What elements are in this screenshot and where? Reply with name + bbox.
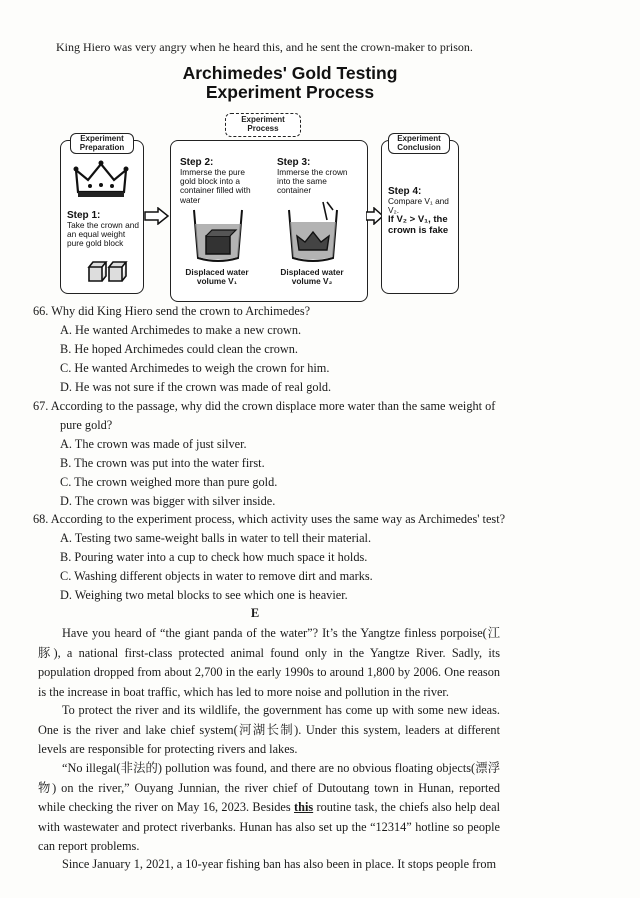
q66-option-b: B. He hoped Archimedes could clean the crown. <box>60 342 299 356</box>
passage-paragraph-2 <box>38 701 500 760</box>
passage-paragraph-4 <box>38 855 500 875</box>
figure-title-line2: Experiment Process <box>205 82 375 102</box>
conclusion-tag: Experiment Conclusion <box>388 133 450 154</box>
step4-text2: If V₂ > V₁, the crown is fake <box>388 214 449 236</box>
step2-title: Step 2: <box>180 157 214 168</box>
step3-text: Immerse the crown into the same container <box>277 167 348 196</box>
q67-option-a: A. The crown was made of just silver. <box>60 437 247 451</box>
paragraph-2-text: To protect the river and its wildlife, the government has come up with some new ideas. One is the river and lake chief system(河湖长制). Under this system, leaders at different levels are responsible for protecting rivers and lakes. <box>38 703 500 757</box>
paragraph-4-text: Since January 1, 2021, a 10-year fishing ban has also been in place. It stops people from <box>62 857 497 871</box>
q66-option-d: D. He was not sure if the crown was made of real gold. <box>60 380 332 394</box>
q67-option-c: C. The crown weighed more than pure gold. <box>60 475 278 489</box>
paragraph-1-text: Have you heard of “the giant panda of the water”? It’s the Yangtze finless porpoise(江豚), a national first-class protected animal found only in the Yangtze River. Sadly, its population dropped from about 2,700 in the early 1990s to around 1,800 by 2006. One reason is the increase in boat traffic, which has led to more noise and pollution in the river. <box>38 626 500 699</box>
q66-option-a: A. He wanted Archimedes to make a new crown. <box>60 323 302 337</box>
step4-title: Step 4: <box>388 186 422 197</box>
question-68-stem: 68. According to the experiment process, which activity uses the same way as Archimedes' test? <box>33 512 506 526</box>
displaced-volume-v2-caption: Displaced water volume V₂ <box>280 267 344 286</box>
passage-paragraph-1 <box>38 624 500 702</box>
beaker-crown-icon <box>283 200 345 264</box>
step1-text: Take the crown and an equal weight pure gold block <box>67 220 139 249</box>
question-67-stem-cont: pure gold? <box>60 418 113 432</box>
figure-title-line1: Archimedes' Gold Testing <box>182 63 398 83</box>
paragraph-3-text-a: “No illegal(非法的) pollution was found, and there are no obvious floating objects(漂浮物) on the river,” Ouyang Junnian, the river chief of Dutoutang town in Hunan, reported while checking the river on May 16, 2023. Besides <box>38 761 500 815</box>
step4-label <box>388 186 454 236</box>
q68-option-d: D. Weighing two metal blocks to see which one is heavier. <box>60 588 348 602</box>
step4-text1: Compare V₁ and V₂. <box>388 196 449 216</box>
paragraph-3-text-b: routine task, the chiefs also help deal with wastewater and protect riverbanks. Hunan has also set up the “12314” hotline so people can report problems. <box>38 800 500 854</box>
question-66-stem: 66. Why did King Hiero send the crown to Archimedes? <box>33 304 311 318</box>
step1-label <box>67 210 141 249</box>
intro-sentence: King Hiero was very angry when he heard this, and he sent the crown-maker to prison. <box>56 40 473 54</box>
section-heading: E <box>250 606 260 620</box>
paragraph-3-bold-word: this <box>294 800 314 815</box>
q68-option-a: A. Testing two same-weight balls in water to tell their material. <box>60 531 372 545</box>
right-arrow-icon <box>144 207 170 225</box>
process-tag: Experiment Process <box>225 113 301 137</box>
gold-blocks-icon <box>86 255 130 285</box>
step3-label <box>277 157 355 196</box>
preparation-tag: Experiment Preparation <box>70 133 134 154</box>
q67-option-b: B. The crown was put into the water first. <box>60 456 265 470</box>
beaker-gold-block-icon <box>188 206 248 264</box>
displaced-volume-v1-caption: Displaced water volume V₁ <box>185 267 249 286</box>
q67-option-d: D. The crown was bigger with silver inside. <box>60 494 276 508</box>
passage-paragraph-3 <box>38 759 500 857</box>
step3-title: Step 3: <box>277 157 311 168</box>
q68-option-b: B. Pouring water into a cup to check how much space it holds. <box>60 550 368 564</box>
q66-option-c: C. He wanted Archimedes to weigh the crown for him. <box>60 361 330 375</box>
question-67-stem: 67. According to the passage, why did the crown displace more water than the same weight of <box>33 399 496 413</box>
step2-text: Immerse the pure gold block into a container filled with water <box>180 167 251 205</box>
step1-title: Step 1: <box>67 210 101 221</box>
crown-icon <box>72 160 130 200</box>
q68-option-c: C. Washing different objects in water to remove dirt and marks. <box>60 569 373 583</box>
step2-label <box>180 157 262 205</box>
